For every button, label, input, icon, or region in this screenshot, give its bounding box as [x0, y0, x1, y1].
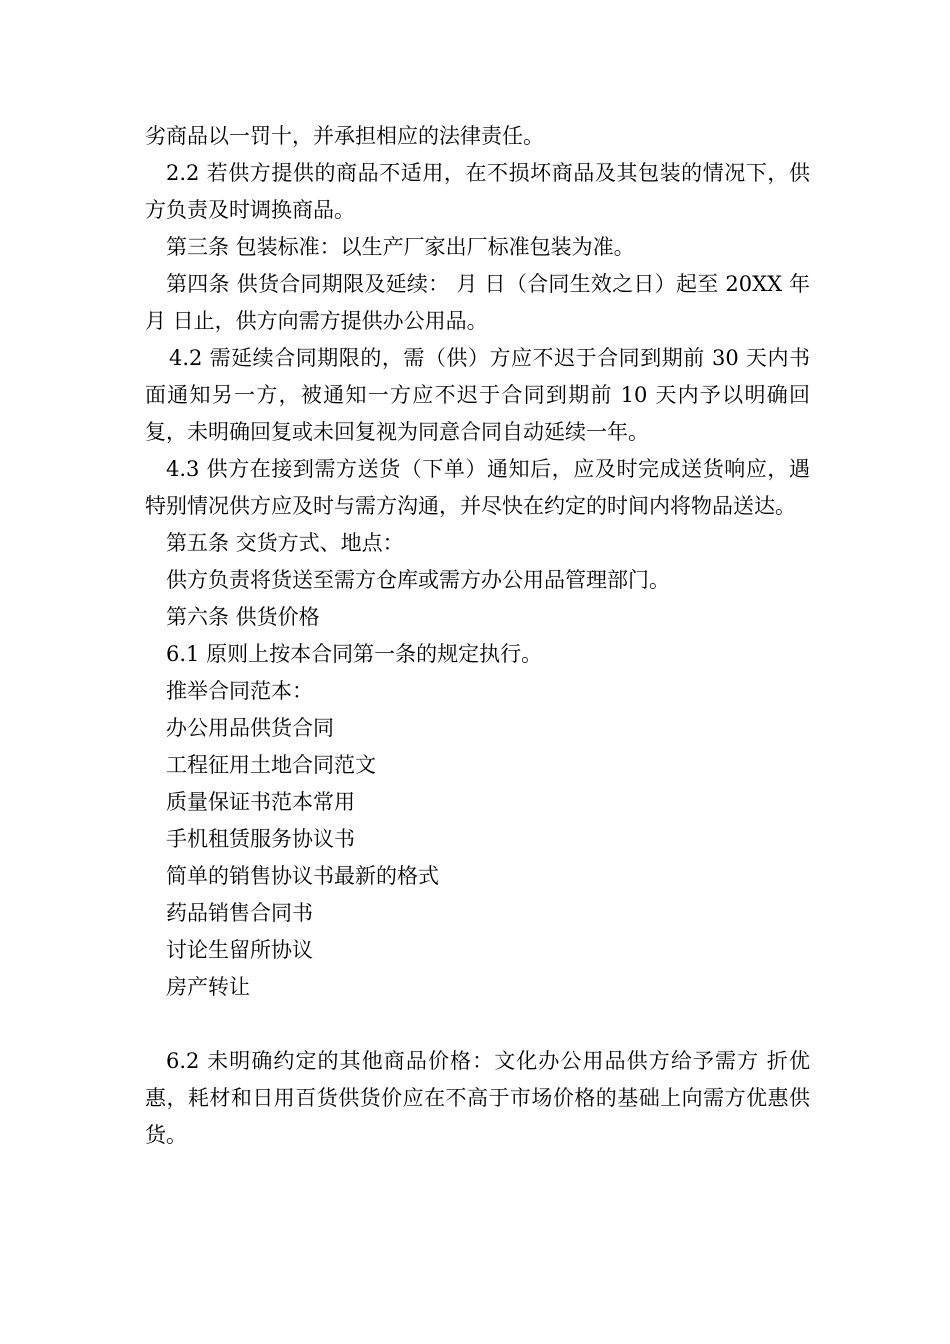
paragraph-4-3: 4.3 供方在接到需方送货（下单）通知后，应及时完成送货响应，遇特别情况供方应及时与需方沟通，并尽快在约定的时间内将物品送达。 — [145, 457, 810, 518]
recommend-link[interactable]: 药品销售合同书 — [166, 901, 313, 925]
paragraph-2-2: 2.2 若供方提供的商品不适用，在不损坏商品及其包装的情况下，供方负责及时调换商品。 — [145, 161, 810, 222]
paragraph-4-2: 4.2 需延续合同期限的，需（供）方应不迟于合同到期前 30 天内书面通知另一方，被通知一方应不迟于合同到期前 10 天内予以明确回复，未明确回复或未回复视为同意合同自动延续一年。 — [145, 346, 810, 444]
recommend-link[interactable]: 讨论生留所协议 — [166, 938, 313, 962]
paragraph-6-1: 6.1 原则上按本合同第一条的规定执行。 — [166, 642, 543, 666]
paragraph-penalty: 劣商品以一罚十，并承担相应的法律责任。 — [145, 124, 544, 148]
paragraph-6-2: 6.2 未明确约定的其他商品价格：文化办公用品供方给予需方 折优惠，耗材和日用百货供货价应在不高于市场价格的基础上向需方优惠供货。 — [145, 1049, 810, 1147]
recommend-link[interactable]: 房产转让 — [166, 975, 250, 999]
recommend-title: 推举合同范本： — [166, 679, 313, 703]
paragraph-article-6: 第六条 供货价格 — [166, 605, 320, 629]
paragraph-article-3: 第三条 包装标准：以生产厂家出厂标准包装为准。 — [166, 235, 635, 259]
recommend-link[interactable]: 简单的销售协议书最新的格式 — [166, 864, 439, 888]
document-body — [145, 118, 810, 1154]
recommend-link-list — [145, 710, 810, 1006]
paragraph-article-5: 第五条 交货方式、地点： — [166, 531, 404, 555]
blank-line — [145, 1006, 810, 1043]
recommend-link[interactable]: 质量保证书范本常用 — [166, 790, 355, 814]
recommend-link[interactable]: 手机租赁服务协议书 — [166, 827, 355, 851]
paragraph-delivery: 供方负责将货送至需方仓库或需方办公用品管理部门。 — [166, 568, 670, 592]
recommend-link[interactable]: 办公用品供货合同 — [166, 716, 334, 740]
paragraph-article-4: 第四条 供货合同期限及延续： 月 日（合同生效之日）起至 20XX 年 月 日止，供方向需方提供办公用品。 — [145, 272, 810, 333]
recommend-link[interactable]: 工程征用土地合同范文 — [166, 753, 376, 777]
